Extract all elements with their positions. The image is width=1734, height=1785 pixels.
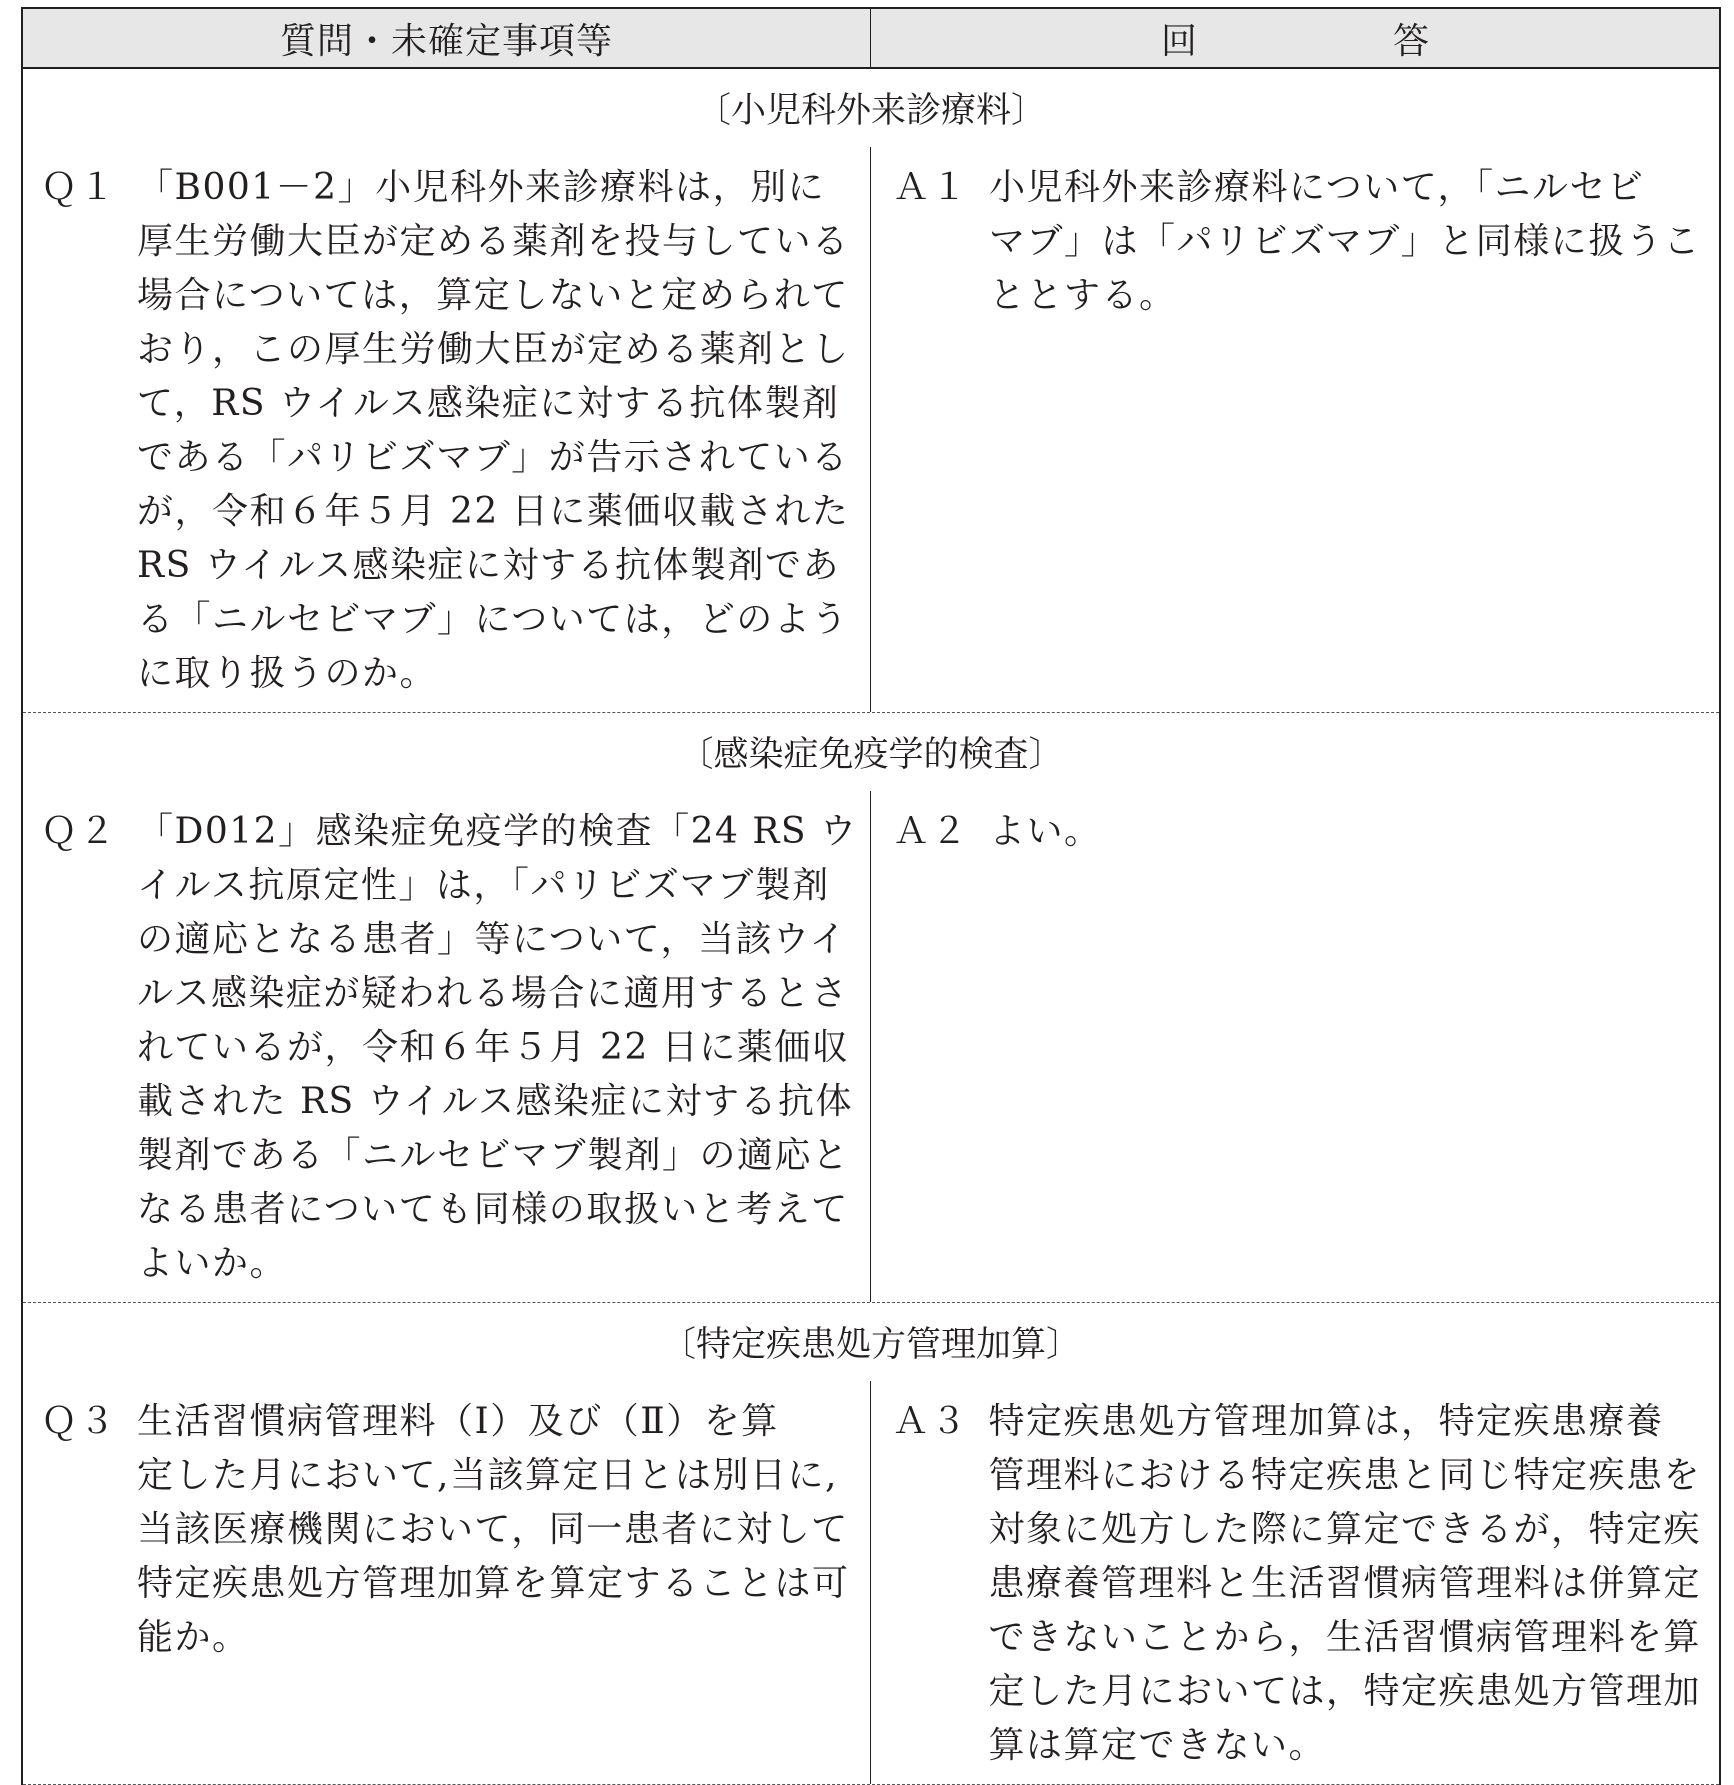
table-header [23, 9, 1719, 69]
answer-label: Ａ２ [893, 811, 970, 852]
question-cell [23, 1381, 871, 1784]
answer-cell [871, 1381, 1720, 1784]
question-label: Ｑ１ [41, 167, 118, 208]
question-cell [23, 791, 871, 1302]
question-column-header: 質問・未確定事項等 [23, 9, 871, 67]
answer-column-header: 回 答 [1160, 20, 1509, 62]
section-title: 〔特定疾患処方管理加算〕 [660, 1325, 1081, 1365]
answer-text: 小児科外来診療料について，「ニルセビ マブ」は「パリビズマブ」と同様に扱うこ ととする。 [989, 167, 1701, 316]
answer-cell [871, 791, 1719, 1302]
section-title: 〔感染症免疫学的検査〕 [678, 735, 1064, 775]
question-text: 「D012」感染症免疫学的検査「24 RS ウ イルス抗原定性」は，「パリビズマブ製剤 の適応となる患者」等について，当該ウイ ルス感染症が疑われる場合に適用するとさ れているが，令和６年５月 22 日に薬価収 載された RS ウイルス感染症に対する抗体 製剤である「ニルセビマブ製剤」の適応と なる患者についても同様の取扱いと考えて よいか。 [137, 811, 858, 1284]
answer-label: Ａ１ [893, 167, 970, 208]
question-label: Ｑ３ [41, 1401, 118, 1442]
question-cell [23, 147, 871, 712]
section-title: 〔小児科外来診療料〕 [695, 91, 1046, 131]
qa-row [23, 791, 1719, 1303]
question-text: 生活習慣病管理料（Ⅰ）及び（Ⅱ）を算 定した月において,当該算定日とは別日に, 当該医療機関において，同一患者に対して 特定疾患処方管理加算を算定することは可 能か。 [137, 1401, 850, 1658]
answer-cell [871, 147, 1719, 712]
answer-label: Ａ３ [892, 1401, 969, 1442]
question-text: 「B001－2」小児科外来診療料は，別に 厚生労働大臣が定める薬剤を投与している 場合については，算定しないと定められて おり，この厚生労働大臣が定める薬剤とし て，RS ウイルス感染症に対する抗体製剤 である「パリビズマブ」が告示されている が，令和６年５月 22 日に薬価収載された RS ウイルス感染症に対する抗体製剤であ る「ニルセビマブ」については，どのよう に取り扱うのか。 [137, 167, 850, 694]
qa-table [21, 7, 1721, 1785]
answer-text: 特定疾患処方管理加算は，特定疾患療養 管理料における特定疾患と同じ特定疾患を 対象に処方した際に算定できるが，特定疾 患療養管理料と生活習慣病管理料は併算定 できないことから，生活習慣病管理料を算 定した月においては，特定疾患処方管理加 算は算定できない。 [988, 1401, 1702, 1766]
qa-row [23, 147, 1719, 713]
qa-row [23, 1381, 1719, 1785]
question-label: Ｑ２ [41, 811, 118, 852]
answer-text: よい。 [989, 811, 1102, 852]
